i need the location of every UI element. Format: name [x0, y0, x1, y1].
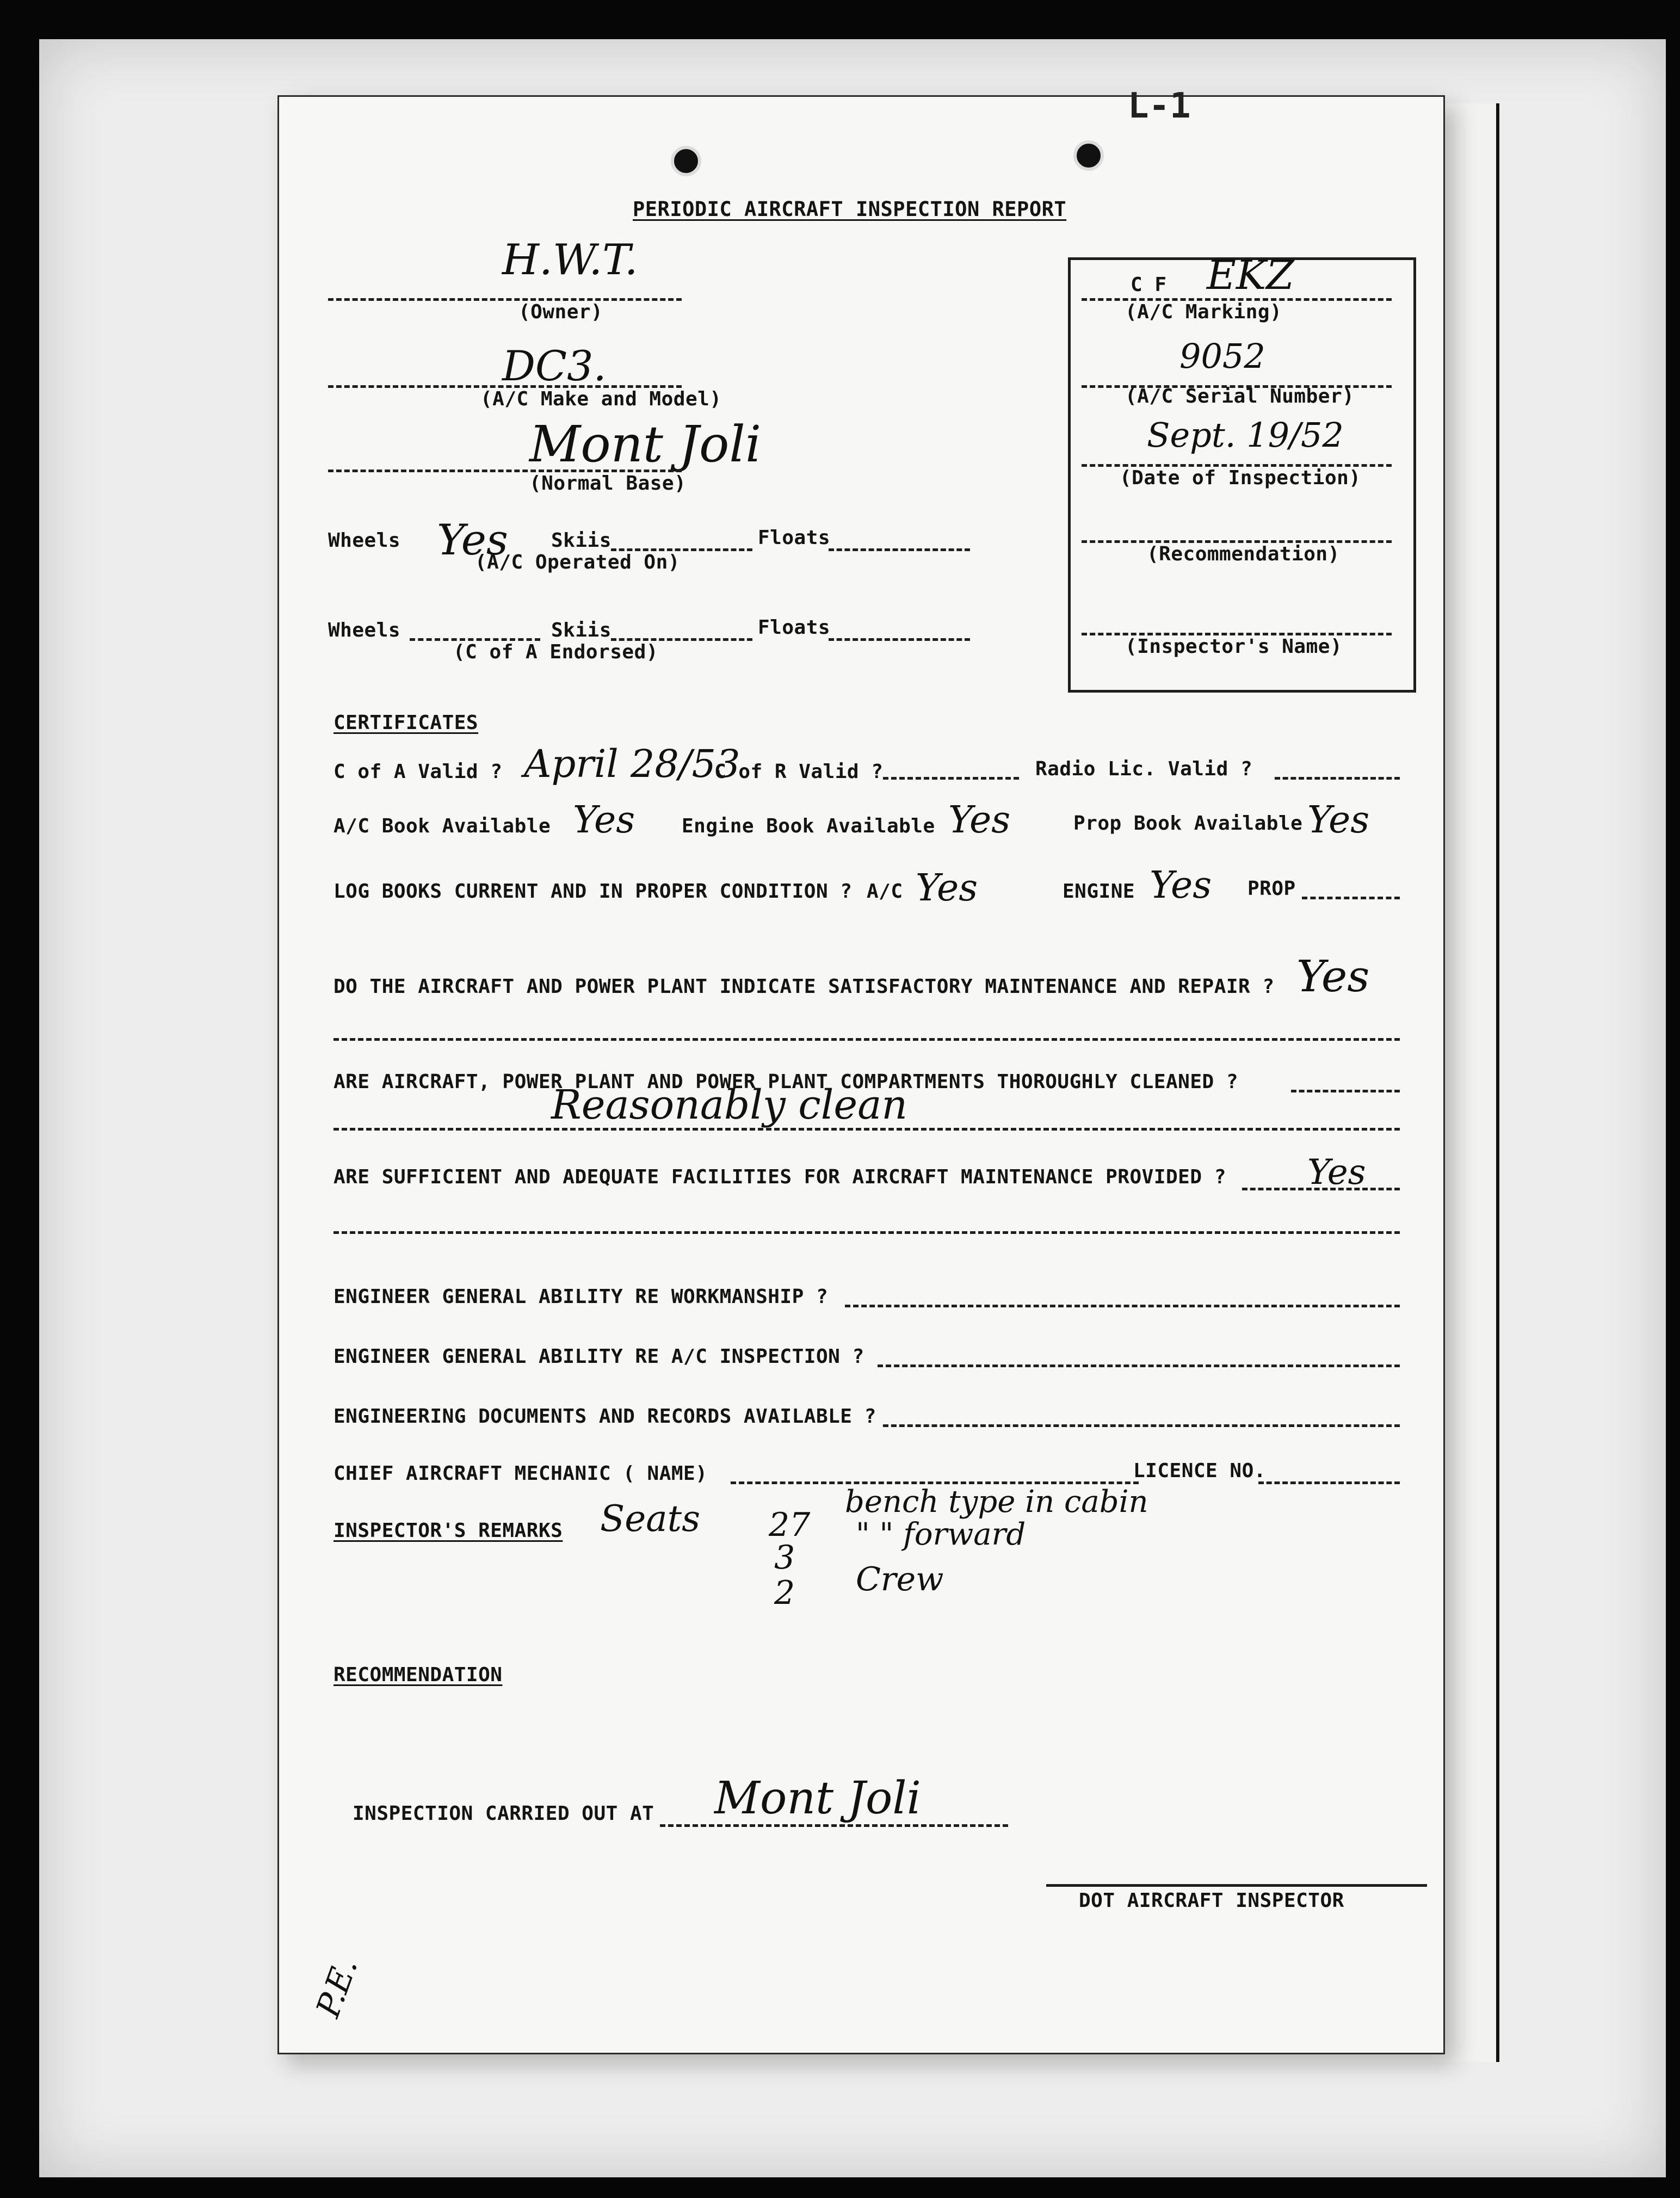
owner-value: H.W.T. — [502, 236, 638, 285]
prop-book-label: Prop Book Available — [1073, 812, 1303, 835]
inspector-caption: (Inspector's Name) — [1125, 635, 1343, 658]
licence-line — [1258, 1481, 1400, 1484]
operated-wheels-label: Wheels — [328, 529, 401, 552]
logbooks-label: LOG BOOKS CURRENT AND IN PROPER CONDITION ? — [333, 880, 853, 903]
c-of-r-line — [883, 777, 1019, 780]
workmanship-question: ENGINEER GENERAL ABILITY RE WORKMANSHIP ? — [333, 1286, 829, 1308]
facilities-line-2 — [333, 1231, 1400, 1234]
engine-book-label: Engine Book Available — [682, 815, 935, 837]
cleaned-answer: Reasonably clean — [551, 1082, 907, 1128]
remarks-line2-text: " " forward — [856, 1517, 1026, 1552]
inspection-report-sheet — [277, 86, 1445, 2054]
logbooks-prop-label: PROP — [1247, 878, 1296, 900]
facilities-answer: Yes — [1307, 1152, 1366, 1193]
owner-caption: (Owner) — [518, 301, 603, 323]
operated-wheels-value: Yes — [437, 516, 508, 565]
endorsed-floats-line — [829, 638, 970, 641]
ac-book-value: Yes — [573, 799, 635, 842]
logbooks-engine-label: ENGINE — [1063, 880, 1135, 903]
endorsed-caption: (C of A Endorsed) — [453, 641, 658, 663]
punch-hole-right — [1073, 140, 1104, 171]
date-value: Sept. 19/52 — [1147, 415, 1344, 455]
ac-book-label: A/C Book Available — [333, 815, 551, 837]
logbooks-engine-value: Yes — [1150, 864, 1212, 907]
endorsed-wheels-label: Wheels — [328, 619, 401, 641]
marking-caption: (A/C Marking) — [1125, 301, 1282, 323]
remarks-seats: Seats — [600, 1498, 701, 1540]
marking-prefix: C F — [1131, 274, 1167, 296]
c-of-a-value: April 28/53 — [524, 742, 740, 786]
documents-question: ENGINEERING DOCUMENTS AND RECORDS AVAILABLE ? — [333, 1405, 876, 1428]
remarks-line2-num: 3 — [774, 1539, 795, 1577]
maintenance-line — [333, 1038, 1400, 1041]
signature-label: DOT AIRCRAFT INSPECTOR — [1079, 1890, 1344, 1912]
cleaned-line-2 — [333, 1128, 1400, 1131]
date-caption: (Date of Inspection) — [1120, 467, 1361, 489]
normal-base-value: Mont Joli — [529, 415, 762, 473]
remarks-line1-text: bench type in cabin — [845, 1484, 1148, 1520]
file-tab-mark: L-1 — [1128, 86, 1191, 126]
remarks-heading: INSPECTOR'S REMARKS — [333, 1520, 563, 1542]
certificates-heading: CERTIFICATES — [333, 712, 479, 734]
engine-book-value: Yes — [948, 799, 1011, 842]
signature-line — [1046, 1884, 1427, 1887]
ac-inspection-line — [878, 1365, 1400, 1367]
prop-book-value: Yes — [1307, 799, 1370, 842]
endorsed-skiis-label: Skiis — [551, 619, 612, 641]
carried-out-line — [660, 1824, 1008, 1827]
logbooks-prop-line — [1302, 897, 1400, 899]
owner-line — [328, 298, 682, 301]
radio-label: Radio Lic. Valid ? — [1035, 758, 1253, 780]
make-model-caption: (A/C Make and Model) — [480, 388, 722, 410]
documents-line — [883, 1424, 1400, 1427]
operated-floats-label: Floats — [758, 527, 831, 549]
carried-out-label: INSPECTION CARRIED OUT AT — [353, 1802, 654, 1825]
recommendation-caption: (Recommendation) — [1147, 543, 1340, 565]
logbooks-ac-value: Yes — [916, 867, 978, 910]
workmanship-line — [845, 1305, 1400, 1307]
chief-mechanic-label: CHIEF AIRCRAFT MECHANIC ( NAME) — [333, 1462, 708, 1485]
report-title: PERIODIC AIRCRAFT INSPECTION REPORT — [633, 197, 1067, 221]
remarks-line1-num: 27 — [769, 1506, 811, 1544]
carried-out-value: Mont Joli — [714, 1773, 921, 1824]
make-model-value: DC3. — [502, 342, 607, 390]
registration-box — [1068, 252, 1416, 693]
maintenance-answer: Yes — [1296, 951, 1370, 1002]
licence-label: LICENCE NO. — [1133, 1460, 1266, 1482]
c-of-a-label: C of A Valid ? — [333, 761, 503, 783]
logbooks-ac-label: A/C — [867, 880, 903, 903]
operated-floats-line — [829, 548, 970, 551]
ac-inspection-question: ENGINEER GENERAL ABILITY RE A/C INSPECTION ? — [333, 1345, 864, 1368]
facilities-question: ARE SUFFICIENT AND ADEQUATE FACILITIES FOR AIRCRAFT MAINTENANCE PROVIDED ? — [333, 1166, 1226, 1188]
normal-base-caption: (Normal Base) — [529, 472, 687, 495]
operated-caption: (A/C Operated On) — [475, 551, 680, 573]
cleaned-line-1 — [1291, 1090, 1400, 1092]
remarks-line3-num: 2 — [774, 1574, 795, 1612]
initials-mark: P.E. — [309, 1953, 366, 2022]
marking-value: EKZ — [1207, 252, 1294, 299]
cleaned-question: ARE AIRCRAFT, POWER PLANT AND POWER PLANT COMPARTMENTS THOROUGHLY CLEANED ? — [333, 1071, 1239, 1093]
operated-skiis-label: Skiis — [551, 529, 612, 552]
remarks-line3-text: Crew — [856, 1560, 944, 1598]
c-of-r-label: C of R Valid ? — [714, 761, 884, 783]
serial-caption: (A/C Serial Number) — [1125, 385, 1355, 408]
punch-hole-left — [671, 146, 701, 176]
serial-value: 9052 — [1179, 336, 1265, 376]
maintenance-question: DO THE AIRCRAFT AND POWER PLANT INDICATE SATISFACTORY MAINTENANCE AND REPAIR ? — [333, 975, 1275, 998]
endorsed-floats-label: Floats — [758, 616, 831, 639]
radio-line — [1275, 777, 1400, 780]
recommendation-heading: RECOMMENDATION — [333, 1664, 503, 1686]
